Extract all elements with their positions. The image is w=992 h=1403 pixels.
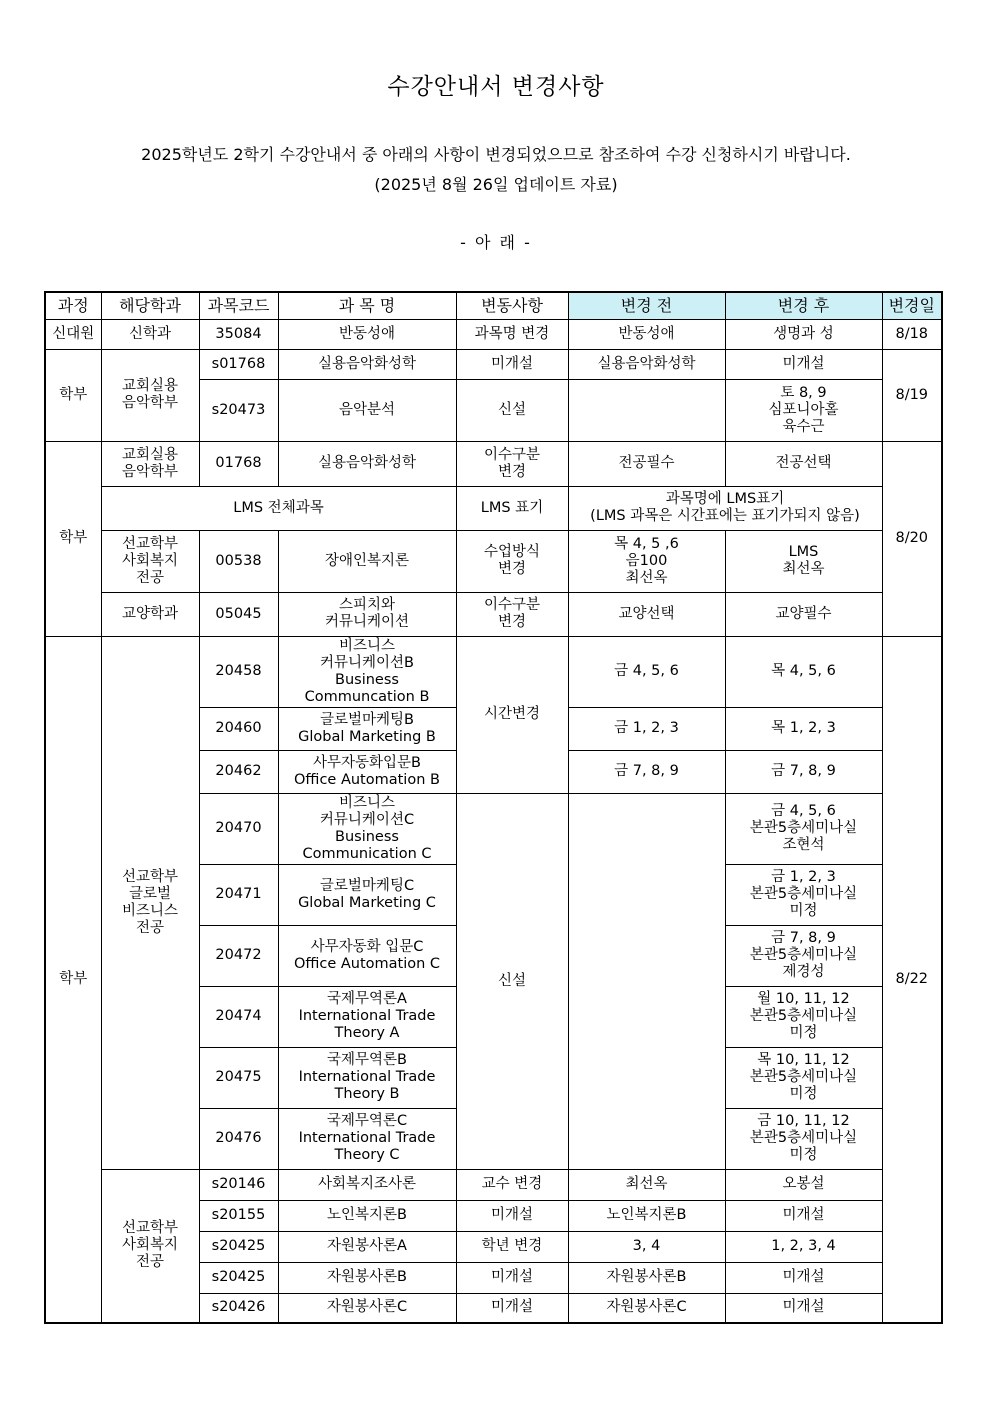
code-cell: s20146 [199,1169,278,1200]
before-cell: 교양선택 [568,592,725,636]
change-cell: 미개설 [456,1200,568,1231]
header-course: 과정 [45,292,101,319]
name-cell: 글로벌마케팅C Global Marketing C [278,864,456,925]
name-cell: 국제무역론B International Trade Theory B [278,1047,456,1108]
table-row [45,1169,942,1200]
name-cell: 장애인복지론 [278,530,456,592]
change-cell: 신설 [456,793,568,1169]
change-cell: 이수구분 변경 [456,592,568,636]
date-cell: 8/22 [882,636,942,1323]
change-cell: 신설 [456,379,568,441]
table-row [45,349,942,379]
after-cell: 미개설 [725,1262,882,1293]
header-row [45,292,942,319]
code-cell: s20473 [199,379,278,441]
course-cell: 학부 [45,636,101,1323]
after-cell: 목 10, 11, 12 본관5층세미나실 미정 [725,1047,882,1108]
name-cell: 사무자동화 입문C Office Automation C [278,925,456,986]
name-cell: 자원봉사론A [278,1231,456,1262]
code-cell: 20471 [199,864,278,925]
after-cell: 오봉설 [725,1169,882,1200]
changes-table [44,291,943,1324]
name-cell: 국제무역론A International Trade Theory A [278,986,456,1047]
after-cell: LMS 최선옥 [725,530,882,592]
after-cell: 미개설 [725,349,882,379]
after-cell: 금 7, 8, 9 [725,750,882,793]
dept-cell: 선교학부 사회복지 전공 [101,1169,199,1323]
name-cell: 음악분석 [278,379,456,441]
section-marker: - 아 래 - [460,233,532,252]
after-cell: 전공선택 [725,441,882,486]
change-cell: 미개설 [456,1262,568,1293]
before-cell: 자원봉사론B [568,1262,725,1293]
after-cell: 1, 2, 3, 4 [725,1231,882,1262]
course-cell: 신대원 [45,319,101,349]
code-cell: 20476 [199,1108,278,1169]
after-cell: 미개설 [725,1293,882,1323]
table-row [45,486,942,530]
code-cell: 20472 [199,925,278,986]
code-cell: 05045 [199,592,278,636]
dept-cell: 교회실용 음악학부 [101,441,199,486]
after-cell: 생명과 성 [725,319,882,349]
header-before: 변경 전 [568,292,725,319]
name-cell: 자원봉사론C [278,1293,456,1323]
code-cell: 35084 [199,319,278,349]
page-title: 수강안내서 변경사항 [387,74,605,100]
code-cell: 00538 [199,530,278,592]
course-cell: 학부 [45,441,101,636]
name-cell: 반동성애 [278,319,456,349]
header-dept: 해당학과 [101,292,199,319]
table-row [45,530,942,592]
date-cell: 8/20 [882,441,942,636]
before-cell: 전공필수 [568,441,725,486]
scope-cell: LMS 전체과목 [101,486,456,530]
after-cell: 월 10, 11, 12 본관5층세미나실 미정 [725,986,882,1047]
name-cell: 자원봉사론B [278,1262,456,1293]
code-cell: s20425 [199,1231,278,1262]
name-cell: 사회복지조사론 [278,1169,456,1200]
dept-cell: 선교학부 글로벌 비즈니스 전공 [101,636,199,1169]
date-cell: 8/19 [882,349,942,441]
name-cell: 사무자동화입문B Office Automation B [278,750,456,793]
code-cell: 20475 [199,1047,278,1108]
after-cell: 금 10, 11, 12 본관5층세미나실 미정 [725,1108,882,1169]
change-cell: 수업방식 변경 [456,530,568,592]
code-cell: s20425 [199,1262,278,1293]
change-cell: 미개설 [456,1293,568,1323]
change-cell: 과목명 변경 [456,319,568,349]
code-cell: 20460 [199,707,278,750]
before-cell: 반동성애 [568,319,725,349]
before-cell: 3, 4 [568,1231,725,1262]
change-cell: 시간변경 [456,636,568,793]
after-cell: 토 8, 9 심포니아홀 육수근 [725,379,882,441]
before-cell: 금 4, 5, 6 [568,636,725,707]
header-name: 과 목 명 [278,292,456,319]
update-date-text: (2025년 8월 26일 업데이트 자료) [374,175,618,194]
note-cell: 과목명에 LMS표기 (LMS 과목은 시간표에는 표기가되지 않음) [568,486,882,530]
name-cell: 스피치와 커뮤니케이션 [278,592,456,636]
dept-cell: 신학과 [101,319,199,349]
code-cell: s01768 [199,349,278,379]
code-cell: 20470 [199,793,278,864]
before-cell: 실용음악화성학 [568,349,725,379]
date-cell: 8/18 [882,319,942,349]
before-cell: 금 7, 8, 9 [568,750,725,793]
code-cell: 20462 [199,750,278,793]
after-cell: 금 4, 5, 6 본관5층세미나실 조현석 [725,793,882,864]
after-cell: 금 7, 8, 9 본관5층세미나실 제경성 [725,925,882,986]
code-cell: s20155 [199,1200,278,1231]
change-cell: LMS 표기 [456,486,568,530]
table-row [45,592,942,636]
code-cell: 20458 [199,636,278,707]
change-cell: 이수구분 변경 [456,441,568,486]
change-cell: 학년 변경 [456,1231,568,1262]
code-cell: 20474 [199,986,278,1047]
change-cell: 교수 변경 [456,1169,568,1200]
header-code: 과목코드 [199,292,278,319]
before-cell [568,793,725,1169]
table-row [45,319,942,349]
after-cell: 목 4, 5, 6 [725,636,882,707]
before-cell: 자원봉사론C [568,1293,725,1323]
name-cell: 비즈니스 커뮤니케이션C Business Communication C [278,793,456,864]
intro-text: 2025학년도 2학기 수강안내서 중 아래의 사항이 변경되었으므로 참조하여 수강 신청하시기 바랍니다. [141,145,851,164]
after-cell: 금 1, 2, 3 본관5층세미나실 미정 [725,864,882,925]
code-cell: s20426 [199,1293,278,1323]
before-cell: 금 1, 2, 3 [568,707,725,750]
table-row [45,441,942,486]
header-after: 변경 후 [725,292,882,319]
dept-cell: 선교학부 사회복지 전공 [101,530,199,592]
header-date: 변경일 [882,292,942,319]
code-cell: 01768 [199,441,278,486]
course-cell: 학부 [45,349,101,441]
header-change: 변동사항 [456,292,568,319]
name-cell: 비즈니스 커뮤니케이션B Business Communcation B [278,636,456,707]
table-row [45,636,942,707]
change-cell: 미개설 [456,349,568,379]
before-cell: 최선옥 [568,1169,725,1200]
name-cell: 국제무역론C International Trade Theory C [278,1108,456,1169]
after-cell: 목 1, 2, 3 [725,707,882,750]
name-cell: 노인복지론B [278,1200,456,1231]
name-cell: 글로벌마케팅B Global Marketing B [278,707,456,750]
after-cell: 교양필수 [725,592,882,636]
before-cell [568,379,725,441]
dept-cell: 교회실용 음악학부 [101,349,199,441]
name-cell: 실용음악화성학 [278,441,456,486]
name-cell: 실용음악화성학 [278,349,456,379]
dept-cell: 교양학과 [101,592,199,636]
before-cell: 목 4, 5 ,6 음100 최선옥 [568,530,725,592]
after-cell: 미개설 [725,1200,882,1231]
before-cell: 노인복지론B [568,1200,725,1231]
